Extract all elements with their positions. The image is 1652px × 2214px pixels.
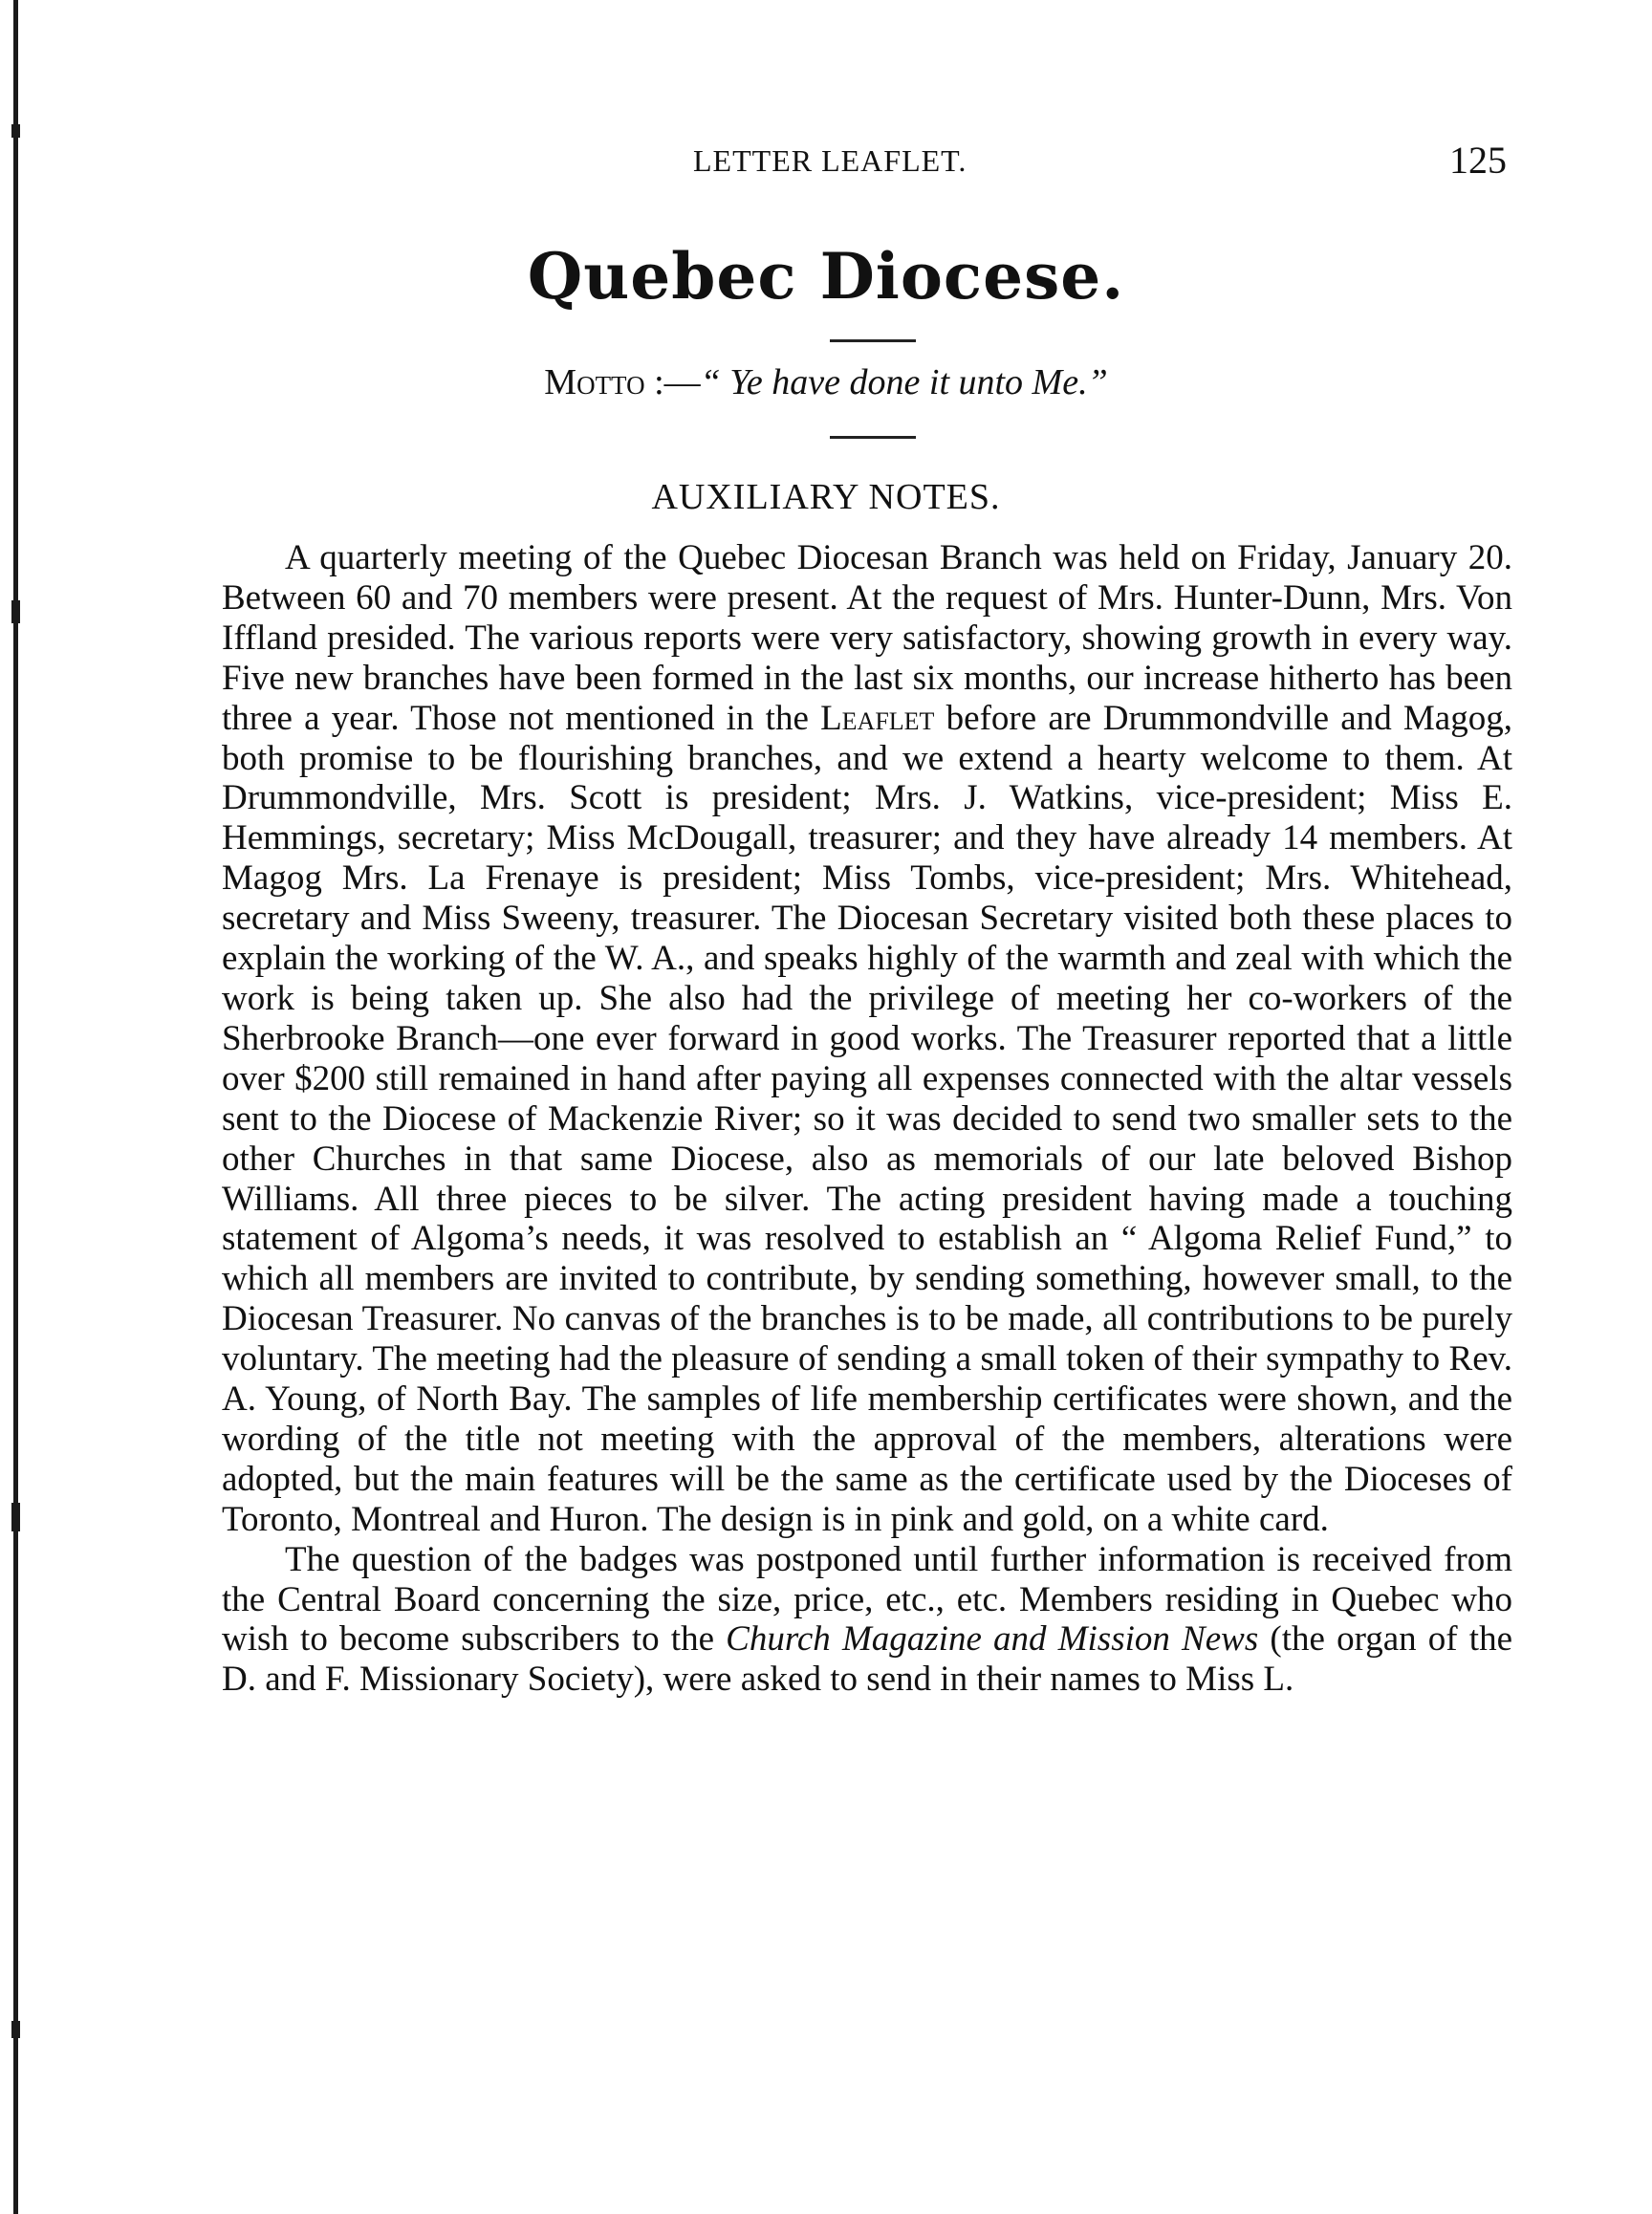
running-head: LETTER LEAFLET.: [693, 143, 967, 178]
paragraph-1-part-2: before are Drummondville and Magog, both promise to be flourishing branches, and we extend a hearty welcome to them. At Drummondville, Mrs. Scott is president; Mrs. J. Watkins, vice-president; Miss E. Hemmings, secretary; Miss McDougall, treasurer; and they have already 14 members. At Magog Mrs. La Frenaye is president; Miss Tombs, vice-president; Mrs. Whitehead, secretary and Miss Sweeny, treasurer. The Diocesan Secretary visited both these places to explain the working of the W. A., and speaks highly of the warmth and zeal with which the work is being taken up. She also had the privilege of meeting her co-workers of the Sherbrooke Branch—one ever forward in good works. The Treasurer reported that a little over $200 still remained in hand after paying all expenses connected with the altar vessels sent to the Diocese of Mackenzie River; so it was decided to send two smaller sets to the other Churches in that same Diocese, also as memorials of our late beloved Bishop Williams. All three pieces to be silver. The acting president having made a touching statement of Algoma’s needs, it was resolved to establish an “ Algoma Relief Fund,” to which all members are invited to contribute, by sending something, however small, to the Diocesan Treasurer. No canvas of the branches is to be made, all contributions to be purely voluntary. The meeting had the pleasure of sending a small token of their sympathy to Rev. A. Young, of North Bay. The samples of life membership certificates were shown, and the wording of the title not meeting with the approval of the members, alterations were adopted, but the main features will be the same as the certificate used by the Dioceses of Toronto, Montreal and Huron. The design is in pink and gold, on a white card.: [222, 698, 1512, 1539]
page-binding-line: [11, 0, 20, 2214]
publication-title: Church Magazine and Mission News: [726, 1619, 1259, 1660]
paragraph-1-part-1: A quarterly meeting of the Quebec Diocesan Branch was held on Friday, January 20. Between 60 and 70 members were present. At the request of Mrs. Hunter-Dunn, Mrs. Von Iffland presided. The various reports were very satisfactory, showing growth in every way. Five new branches have been formed in the last six months, our increase hitherto has been three a year. Those not mentioned in the: [222, 538, 1512, 738]
paragraph-2: [222, 1540, 1512, 1701]
page-number: 125: [1449, 139, 1507, 182]
section-title: Quebec Diocese.: [527, 239, 1125, 314]
motto: [0, 361, 1652, 403]
title-rule: [830, 339, 916, 342]
motto-quote: “ Ye have done it unto Me.”: [700, 362, 1108, 402]
motto-rule: [830, 436, 916, 439]
article-body: [222, 538, 1512, 1700]
leaflet-word: Leaflet: [820, 698, 935, 738]
paragraph-1: [222, 538, 1512, 1540]
subheading: AUXILIARY NOTES.: [651, 477, 1001, 517]
paragraph-2-part-2: (the organ of the D. and F. Missionary Society), were asked to send in their names to Miss L.: [222, 1619, 1512, 1700]
motto-separator: :—: [644, 362, 701, 402]
motto-label: Motto: [544, 362, 645, 402]
paragraph-2-part-1: The question of the badges was postponed until further information is received from the Central Board concerning the size, price, etc., etc. Members residing in Quebec who wish to become subscribers to the: [222, 1539, 1512, 1660]
